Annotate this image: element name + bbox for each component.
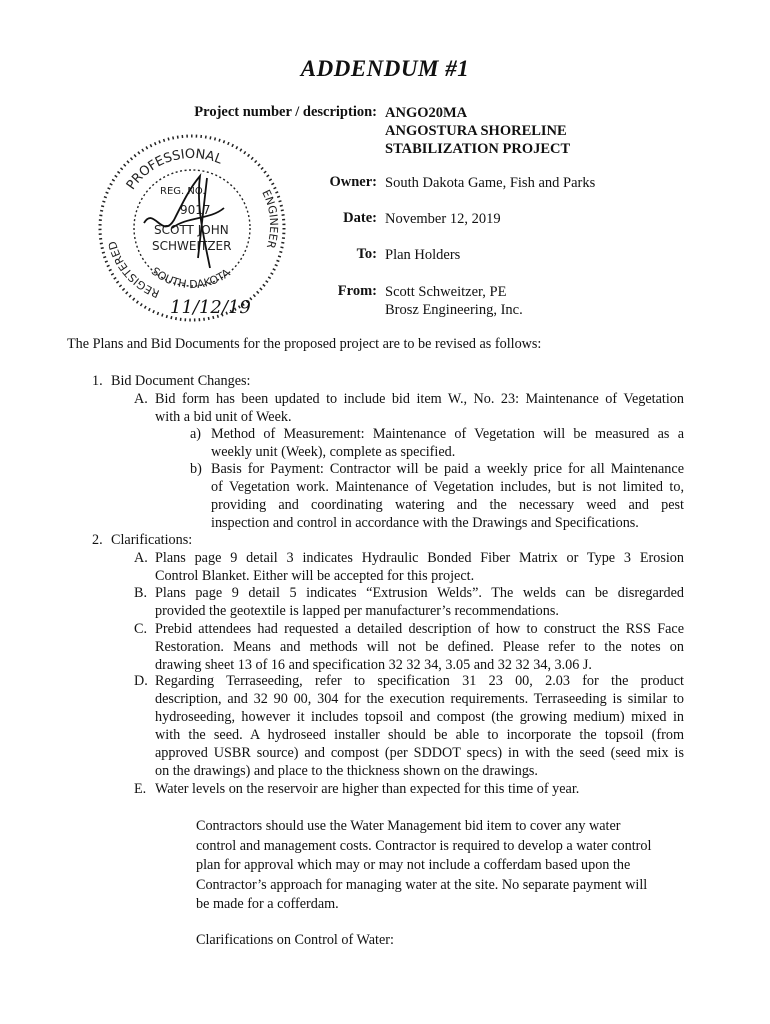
item-letter: D. bbox=[134, 673, 148, 689]
project-label: Project number / description: bbox=[194, 104, 377, 120]
item-line: description, and 32 90 00, 304 for the execution requirements. Terraseeding is similar to bbox=[155, 690, 684, 707]
item-letter: E. bbox=[134, 781, 147, 797]
subitem-letter: b) bbox=[190, 461, 202, 477]
section-number: 2. bbox=[92, 532, 103, 548]
item-line: of Vegetation work. Maintenance of Vegetation includes, but is not limited to, bbox=[211, 478, 684, 495]
item-line: Basis for Payment: Contractor will be paid a weekly price for all Maintenance bbox=[211, 461, 684, 477]
paragraph-line: Contractors should use the Water Management bid item to cover any water bbox=[196, 818, 621, 834]
item-line: on the drawings) and place to the thickness shown on the drawings. bbox=[155, 762, 538, 779]
intro-text: The Plans and Bid Documents for the proposed project are to be revised as follows: bbox=[67, 336, 542, 352]
seal-signed-date: 11/12/19 bbox=[170, 297, 251, 318]
seal-reg-no: REG. NO. bbox=[160, 186, 206, 197]
item-line: Prebid attendees had requested a detailed description of how to construct the RSS Face bbox=[155, 621, 684, 637]
project-line: ANGO20MA bbox=[385, 105, 468, 121]
paragraph-line: control and management costs. Contractor is required to develop a water control bbox=[196, 837, 652, 854]
section-heading: Bid Document Changes: bbox=[111, 373, 251, 389]
item-line: with the seed. A hydroseed installer should be able to incorporate the topsoil (from bbox=[155, 726, 684, 743]
item-line: Control Blanket. Either will be accepted for this project. bbox=[155, 567, 475, 584]
seal-bottom-arc: SOUTH DAKOTA bbox=[148, 264, 233, 292]
item-letter: C. bbox=[134, 621, 148, 637]
item-line: providing and coordinating watering and the necessary weed and pest bbox=[211, 496, 684, 513]
item-line: Plans page 9 detail 3 indicates Hydraulic Bonded Fiber Matrix or Type 3 Erosion bbox=[155, 550, 684, 566]
seal-name-line1: SCOTT JOHN bbox=[154, 223, 229, 237]
from-line: Brosz Engineering, Inc. bbox=[385, 302, 523, 318]
item-line: weekly unit (Week), complete as specified. bbox=[211, 443, 456, 460]
to-value: Plan Holders bbox=[385, 247, 461, 263]
owner-value: South Dakota Game, Fish and Parks bbox=[385, 175, 596, 191]
section-heading: Clarifications: bbox=[111, 532, 193, 548]
water-paragraph bbox=[196, 817, 686, 915]
date-label: Date: bbox=[343, 210, 377, 226]
seal-right-arc: ENGINEER bbox=[259, 187, 281, 250]
subitem-letter: a) bbox=[190, 426, 202, 442]
item-line: drawing sheet 13 of 16 and specification 32 32 34, 3.05 and 32 32 34, 3.06 J. bbox=[155, 656, 592, 673]
item-line: Restoration. Means and methods will not be defined. Please refer to the notes on bbox=[155, 638, 684, 655]
item-line: inspection and control in accordance with the Drawings and Specifications. bbox=[211, 514, 639, 531]
seal-number: 9017 bbox=[180, 203, 211, 217]
item-line: with a bid unit of Week. bbox=[155, 408, 292, 425]
paragraph-line: be made for a cofferdam. bbox=[196, 896, 339, 912]
list-item bbox=[155, 585, 684, 621]
owner-label: Owner: bbox=[329, 174, 377, 190]
item-letter: A. bbox=[134, 391, 148, 407]
list-item bbox=[155, 673, 684, 780]
from-line: Scott Schweitzer, PE bbox=[385, 284, 507, 300]
item-line: Water levels on the reservoir are higher than expected for this time of year. bbox=[155, 781, 580, 797]
list-item bbox=[155, 621, 684, 675]
item-line: approved USBR source) and compost (per SDDOT specs) in with the seed (seed mix is bbox=[155, 744, 684, 761]
section-number: 1. bbox=[92, 373, 103, 389]
item-line: Method of Measurement: Maintenance of Vegetation will be measured as a bbox=[211, 426, 684, 442]
list-item bbox=[155, 781, 684, 799]
project-value bbox=[385, 104, 570, 158]
seal-top-arc: PROFESSIONAL bbox=[123, 146, 225, 193]
item-letter: A. bbox=[134, 550, 148, 566]
sub-list-item bbox=[211, 461, 684, 533]
from-value bbox=[385, 283, 523, 319]
date-value: November 12, 2019 bbox=[385, 211, 501, 227]
paragraph-line: Contractor’s approach for managing water at the site. No separate payment will bbox=[196, 876, 648, 893]
list-item bbox=[155, 550, 684, 586]
list-item bbox=[155, 391, 684, 427]
control-of-water-heading: Clarifications on Control of Water: bbox=[196, 932, 394, 948]
item-letter: B. bbox=[134, 585, 148, 601]
item-line: hydroseeding, however it includes topsoil and compost (the growing medium) mixed in bbox=[155, 708, 684, 725]
project-line: STABILIZATION PROJECT bbox=[385, 141, 571, 157]
paragraph-line: plan for approval which may or may not include a cofferdam based upon the bbox=[196, 857, 631, 873]
from-label: From: bbox=[337, 283, 377, 299]
document-title: ADDENDUM #1 bbox=[300, 56, 470, 81]
project-line: ANGOSTURA SHORELINE bbox=[385, 123, 567, 139]
item-line: Plans page 9 detail 5 indicates “Extrusion Welds”. The welds can be disregarded bbox=[155, 585, 684, 601]
item-line: Regarding Terraseeding, refer to specification 31 23 00, 2.03 for the product bbox=[155, 673, 684, 689]
item-line: Bid form has been updated to include bid item W., No. 23: Maintenance of Vegetation bbox=[155, 391, 684, 407]
seal-left-arc: REGISTERED bbox=[105, 239, 162, 301]
to-label: To: bbox=[356, 246, 377, 262]
seal-name-line2: SCHWEITZER bbox=[152, 239, 232, 253]
engineer-seal bbox=[92, 128, 292, 328]
sub-list-item bbox=[211, 426, 684, 462]
item-line: provided the geotextile is lapped per manufacturer’s recommendations. bbox=[155, 602, 559, 619]
